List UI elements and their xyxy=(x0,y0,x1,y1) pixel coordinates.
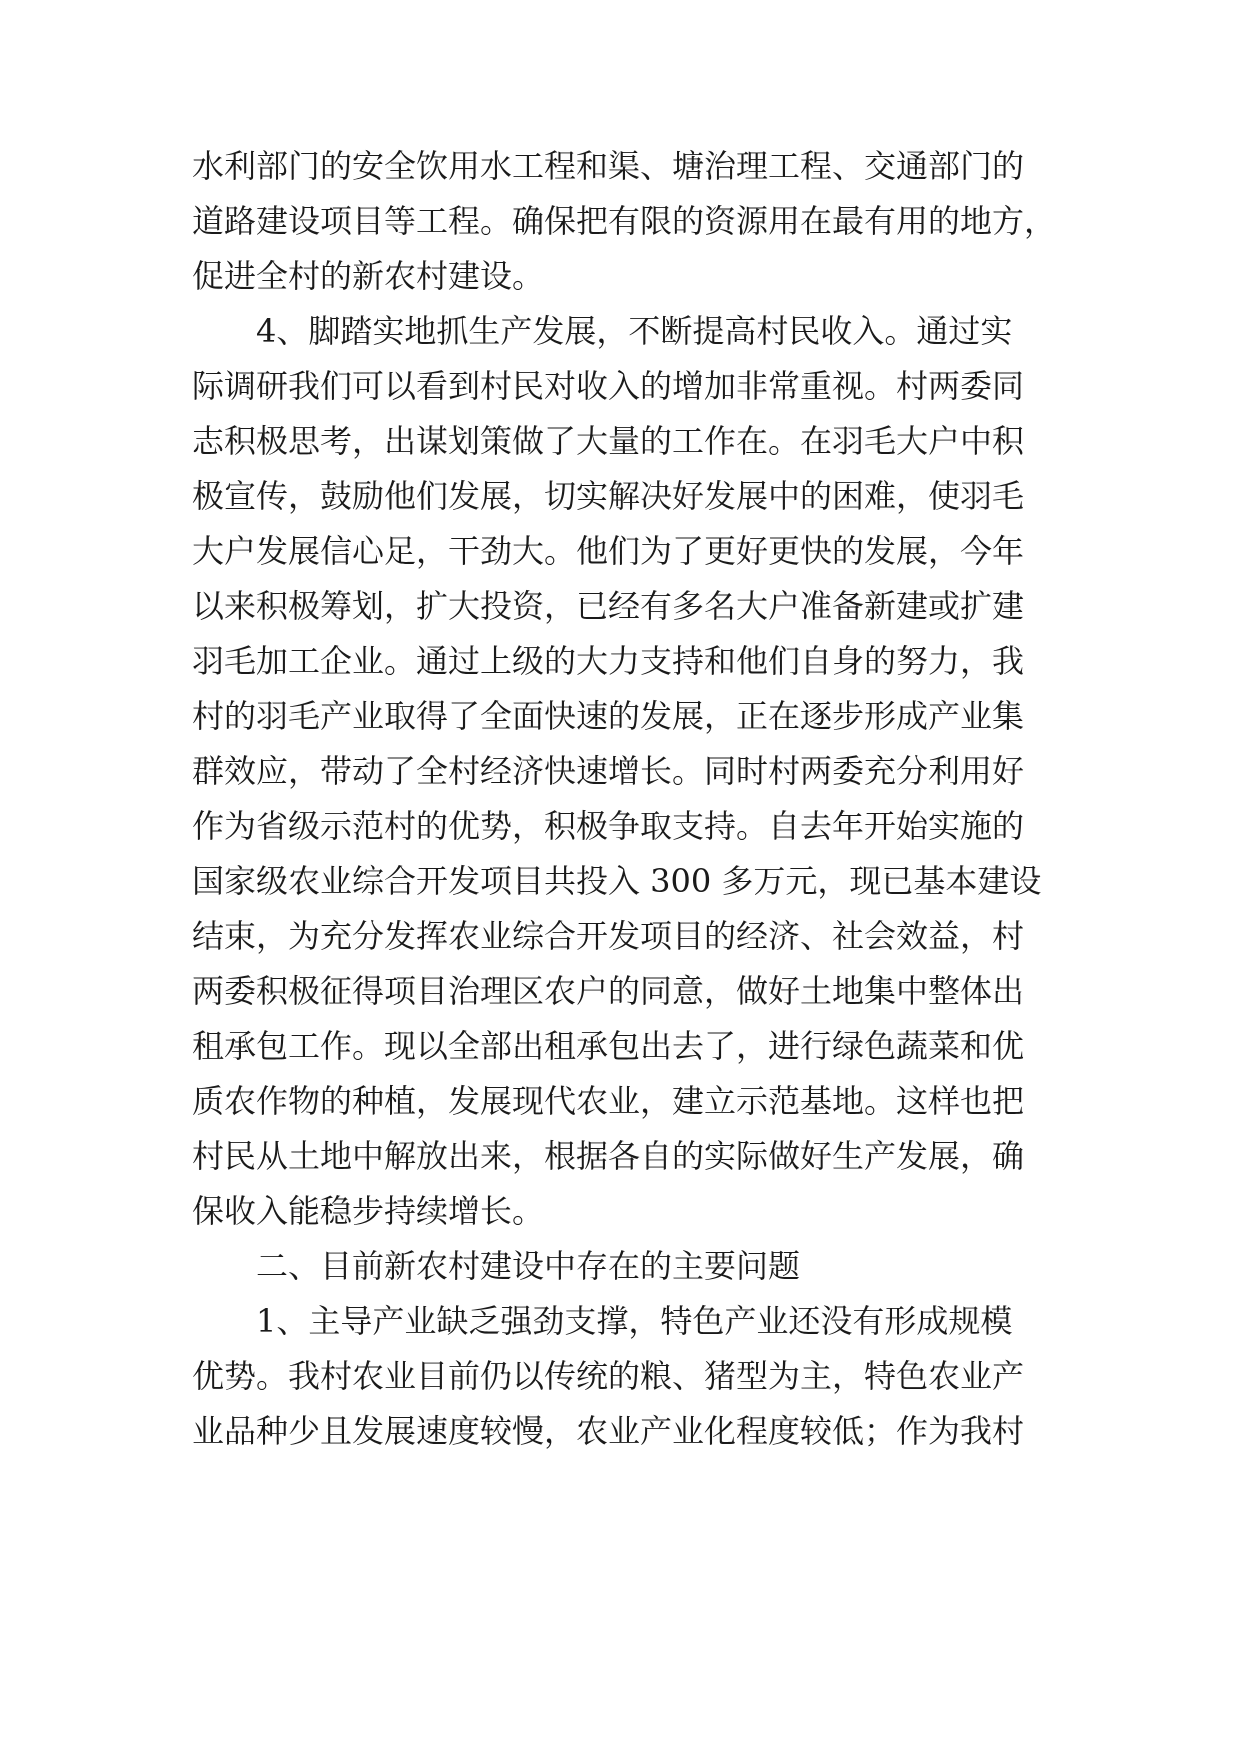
text-line-9: 以来积极筹划，扩大投资，已经有多名大户准备新建或扩建 xyxy=(192,587,1025,625)
text-line-11: 村的羽毛产业取得了全面快速的发展，正在逐步形成产业集 xyxy=(192,697,1025,735)
text-line-17: 租承包工作。现以全部出租承包出去了，进行绿色蔬菜和优 xyxy=(192,1027,1025,1065)
text-line-18: 质农作物的种植，发展现代农业，建立示范基地。这样也把 xyxy=(192,1082,1025,1120)
text-line-1: 水利部门的安全饮用水工程和渠、塘治理工程、交通部门的 xyxy=(192,147,1025,185)
text-line-3: 促进全村的新农村建设。 xyxy=(192,257,545,295)
section-heading: 二、目前新农村建设中存在的主要问题 xyxy=(256,1247,801,1285)
text-line-24: 业品种少且发展速度较慢，农业产业化程度较低；作为我村 xyxy=(192,1412,1025,1450)
text-line-5: 际调研我们可以看到村民对收入的增加非常重视。村两委同 xyxy=(192,367,1025,405)
text-line-2: 道路建设项目等工程。确保把有限的资源用在最有用的地方， xyxy=(192,202,1057,240)
text-line-13: 作为省级示范村的优势，积极争取支持。自去年开始实施的 xyxy=(192,807,1025,845)
text-line-20: 保收入能稳步持续增长。 xyxy=(192,1192,545,1230)
text-line-12: 群效应，带动了全村经济快速增长。同时村两委充分利用好 xyxy=(192,752,1025,790)
text-line-23: 优势。我村农业目前仍以传统的粮、猪型为主，特色农业产 xyxy=(192,1357,1025,1395)
text-line-4: 4、脚踏实地抓生产发展，不断提高村民收入。通过实 xyxy=(256,312,1013,350)
text-line-14: 国家级农业综合开发项目共投入 300 多万元，现已基本建设 xyxy=(192,862,1042,900)
text-line-19: 村民从土地中解放出来，根据各自的实际做好生产发展，确 xyxy=(192,1137,1025,1175)
text-line-6: 志积极思考，出谋划策做了大量的工作在。在羽毛大户中积 xyxy=(192,422,1025,460)
text-line-10: 羽毛加工企业。通过上级的大力支持和他们自身的努力，我 xyxy=(192,642,1025,680)
text-line-16: 两委积极征得项目治理区农户的同意，做好土地集中整体出 xyxy=(192,972,1025,1010)
text-line-8: 大户发展信心足，干劲大。他们为了更好更快的发展，今年 xyxy=(192,532,1025,570)
text-line-7: 极宣传，鼓励他们发展，切实解决好发展中的困难，使羽毛 xyxy=(192,477,1025,515)
text-line-15: 结束，为充分发挥农业综合开发项目的经济、社会效益，村 xyxy=(192,917,1025,955)
text-line-22: 1、主导产业缺乏强劲支撑，特色产业还没有形成规模 xyxy=(256,1302,1013,1340)
